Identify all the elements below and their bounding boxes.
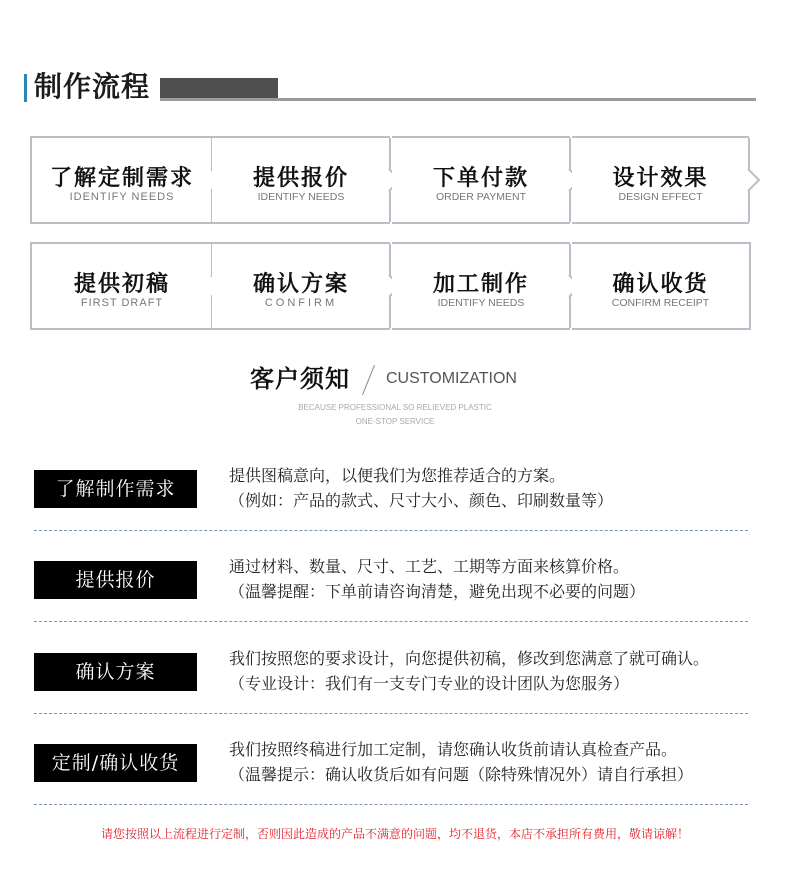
- notice-line-1: 我们按照您的要求设计，向您提供初稿，修改到您满意了就可确认。: [229, 649, 710, 668]
- flow-row-2: [30, 242, 751, 328]
- warning-note: 请您按照以上流程进行定制，否则因此造成的产品不满意的问题，均不退货，本店不承担所有费用，敬请谅解！: [100, 827, 689, 841]
- dashed-divider: [34, 530, 748, 531]
- step-title: 加工制作: [432, 272, 529, 297]
- step-subtitle: CONFIRM: [264, 297, 338, 309]
- notice-label: 定制/确认收货: [34, 744, 197, 782]
- notice-subtitle-2: ONE-STOP SERVICE: [355, 417, 435, 426]
- notice-item: [34, 731, 748, 821]
- flow-step-confirm-receipt: [572, 242, 751, 330]
- flow-step-quote: [212, 136, 390, 224]
- notice-line-1: 提供图稿意向，以便我们为您推荐适合的方案。: [229, 466, 566, 485]
- step-title: 了解定制需求: [49, 166, 194, 191]
- dashed-divider: [34, 804, 748, 805]
- accent-bar: [24, 74, 27, 102]
- step-subtitle: ORDER PAYMENT: [435, 191, 527, 203]
- step-subtitle: IDENTIFY NEEDS: [437, 297, 525, 309]
- notice-line-2: （温馨提醒：下单前请咨询清楚，避免出现不必要的问题）: [229, 582, 646, 601]
- flow-step-design-effect: [572, 136, 749, 224]
- chevron-right-icon: [747, 168, 761, 192]
- section-title: 制作流程: [34, 70, 151, 103]
- notice-line-2: （温馨提示：确认收货后如有问题（除特殊情况外）请自行承担）: [229, 765, 694, 784]
- flow-step-identify-needs: [30, 136, 212, 224]
- flow-step-confirm: [212, 242, 390, 330]
- step-title: 提供初稿: [73, 272, 170, 297]
- notice-label: 提供报价: [34, 561, 197, 599]
- step-title: 设计效果: [612, 166, 709, 191]
- notice-line-2: （专业设计：我们有一支专门专业的设计团队为您服务）: [229, 674, 630, 693]
- notice-title-en: CUSTOMIZATION: [386, 370, 517, 387]
- flow-row-1: [30, 136, 751, 222]
- notice-item: [34, 640, 748, 730]
- notice-line-1: 通过材料、数量、尺寸、工艺、工期等方面来核算价格。: [229, 557, 630, 576]
- step-subtitle: IDENTIFY NEEDS: [257, 191, 345, 203]
- notice-item: [34, 457, 748, 547]
- step-title: 确认收货: [612, 272, 709, 297]
- flow-step-processing: [392, 242, 570, 330]
- dashed-divider: [34, 713, 748, 714]
- step-title: 提供报价: [252, 166, 349, 191]
- notice-label: 了解制作需求: [34, 470, 197, 508]
- notice-line-2: （例如：产品的款式、尺寸大小、颜色、印刷数量等）: [229, 491, 614, 510]
- notice-subtitle-1: BECAUSE PROFESSIONAL SO RELIEVED PLASTIC: [298, 403, 492, 412]
- step-title: 下单付款: [432, 166, 529, 191]
- step-subtitle: CONFIRM RECEIPT: [611, 297, 710, 309]
- flow-step-first-draft: [30, 242, 212, 330]
- notice-line-1: 我们按照终稿进行加工定制，请您确认收货前请认真检查产品。: [229, 740, 678, 759]
- notice-item: [34, 548, 748, 638]
- notice-title: 客户须知: [250, 365, 350, 393]
- notice-header: [0, 362, 790, 432]
- section-header: [24, 70, 756, 104]
- step-subtitle: FIRST DRAFT: [80, 297, 164, 309]
- notice-label: 确认方案: [34, 653, 197, 691]
- flow-step-order-payment: [392, 136, 570, 224]
- step-subtitle: IDENTIFY NEEDS: [69, 191, 175, 203]
- step-title: 确认方案: [252, 272, 349, 297]
- step-subtitle: DESIGN EFFECT: [618, 191, 703, 203]
- dashed-divider: [34, 621, 748, 622]
- title-underline: [160, 98, 756, 101]
- slash-divider: [362, 365, 375, 395]
